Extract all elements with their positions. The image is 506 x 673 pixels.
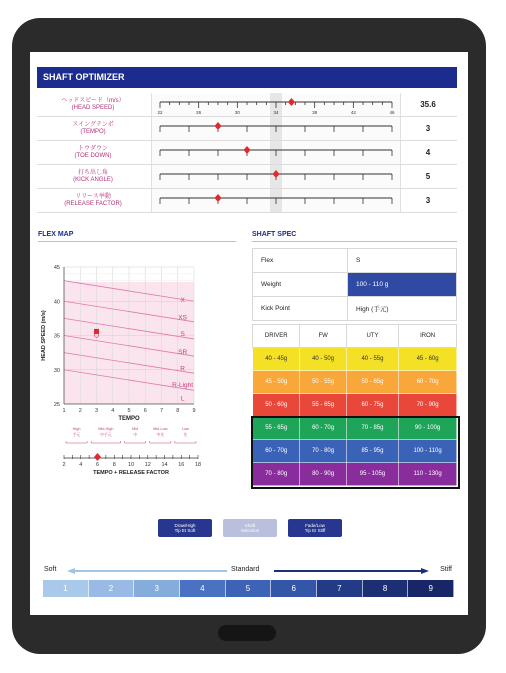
head-speed-value: 35.6 <box>420 100 436 109</box>
standard-label: Standard <box>231 566 260 573</box>
release-bracket <box>175 441 196 443</box>
y-tick-label: 30 <box>53 367 60 374</box>
header-fw: FW <box>300 325 346 348</box>
weight-cell: 90 - 100g <box>399 417 457 440</box>
release-label: 先 <box>183 433 188 437</box>
flex-map-title: FLEX MAP <box>38 231 74 238</box>
divider <box>38 241 236 242</box>
weight-cell: 45 - 50g <box>253 371 300 394</box>
x-tick-label: 4 <box>111 408 115 414</box>
spec-label: Flex <box>253 249 348 273</box>
release-label: Mid-Low <box>153 427 168 431</box>
flex-label: R <box>180 365 185 373</box>
release-bracket <box>66 441 87 443</box>
slider-label-en: (RELEASE FACTOR) <box>64 200 122 207</box>
slider-label-en: (TOE DOWN) <box>74 152 112 159</box>
flex-label: S <box>180 331 185 339</box>
slider-marker[interactable] <box>215 122 222 130</box>
y-axis-label: HEAD SPEED (m/s) <box>41 310 47 361</box>
spec-label: Weight <box>253 273 348 297</box>
slider-tick-label: 22 <box>157 110 163 115</box>
weight-cell: 50 - 65g <box>346 371 398 394</box>
release-tick-label: 12 <box>144 462 151 468</box>
weight-row <box>253 394 457 417</box>
x-tick-label: 9 <box>192 408 196 414</box>
weight-cell: 40 - 45g <box>253 348 300 371</box>
slider-tick-label: 34 <box>273 110 279 115</box>
slider-row-head-speed <box>37 93 457 117</box>
release-tick-label: 6 <box>95 462 100 468</box>
slider-tick-label: 46 <box>389 110 395 115</box>
release-tick-label: 4 <box>79 462 83 468</box>
weight-table <box>252 324 457 486</box>
weight-cell: 40 - 50g <box>300 348 346 371</box>
slider-track <box>152 117 400 140</box>
slider-marker[interactable] <box>215 194 222 202</box>
spec-value: 100 - 110 g <box>348 273 457 297</box>
x-tick-label: 1 <box>62 408 66 414</box>
release-tick-label: 14 <box>161 462 168 468</box>
x-tick-label: 6 <box>143 408 147 414</box>
header-iron: IRON <box>399 325 457 348</box>
slider-track <box>152 93 400 116</box>
weight-cell: 70 - 90g <box>399 394 457 417</box>
release-tick-label: 2 <box>62 462 66 468</box>
app-title: SHAFT OPTIMIZER <box>37 67 457 88</box>
arrow-right-icon <box>274 568 429 574</box>
home-button[interactable] <box>218 625 276 641</box>
tempo-slider[interactable] <box>151 117 401 140</box>
shaft-selection-button[interactable]: Shaft Selection <box>223 519 277 537</box>
stiffness-cell[interactable]: 2 <box>89 580 135 597</box>
head-speed-slider[interactable] <box>151 93 401 116</box>
release-label: 中手元 <box>100 433 112 437</box>
y-tick-label: 25 <box>53 402 60 408</box>
release-tick-label: 8 <box>112 462 116 468</box>
fade-low-button[interactable]: Fade/Low Tip EI Stiff <box>288 519 342 537</box>
flex-label: XS <box>178 314 187 322</box>
x-tick-label: 2 <box>78 408 82 414</box>
release-label: 中 <box>133 433 138 437</box>
stiffness-cell[interactable]: 6 <box>271 580 317 597</box>
weight-cell: 60 - 75g <box>346 394 398 417</box>
weight-cell: 50 - 55g <box>300 371 346 394</box>
weight-cell: 85 - 95g <box>346 440 398 463</box>
weight-cell: 50 - 60g <box>253 394 300 417</box>
x-axis-label: TEMPO <box>118 416 140 422</box>
weight-cell: 80 - 90g <box>300 463 346 486</box>
release-bracket <box>150 441 171 443</box>
weight-row <box>253 417 457 440</box>
weight-row <box>253 348 457 371</box>
weight-cell: 70 - 80g <box>300 440 346 463</box>
slider-row-tempo <box>37 117 457 141</box>
stiffness-scale <box>43 580 454 597</box>
slider-label-en: (TEMPO) <box>80 128 106 135</box>
stiffness-cell[interactable]: 8 <box>363 580 409 597</box>
slider-tick-label: 26 <box>196 110 202 115</box>
x-tick-label: 8 <box>176 408 180 414</box>
y-tick-label: 40 <box>53 299 60 306</box>
spec-value: High (手元) <box>348 297 457 321</box>
weight-cell: 70 - 85g <box>346 417 398 440</box>
y-tick-label: 35 <box>53 333 60 340</box>
release-bracket <box>125 441 146 443</box>
stiffness-cell[interactable]: 1 <box>43 580 89 597</box>
slider-label-jp: 打ち出し角 <box>77 169 108 176</box>
slider-tick-label: 38 <box>312 110 318 115</box>
shaft-spec-table <box>252 248 457 321</box>
release-axis-label: TEMPO + RELEASE FACTOR <box>93 470 169 476</box>
slider-marker[interactable] <box>244 146 251 154</box>
slider-label-jp: スイングテンポ <box>72 121 114 128</box>
slider-label-jp: リリース挙動 <box>75 193 111 200</box>
flex-label: L <box>180 395 185 403</box>
spec-row-flex <box>253 249 457 273</box>
weight-cell: 60 - 70g <box>399 371 457 394</box>
kick-angle-slider[interactable] <box>151 165 401 188</box>
spec-label: Kick Point <box>253 297 348 321</box>
spec-value: S <box>348 249 457 273</box>
stiffness-cell[interactable]: 4 <box>180 580 226 597</box>
spec-row-kick-point <box>253 297 457 321</box>
slider-row-release-factor <box>37 189 457 213</box>
flex-label: SR <box>178 348 188 356</box>
weight-cell: 55 - 65g <box>253 417 300 440</box>
release-label: Low <box>181 427 189 431</box>
slider-tick-label: 30 <box>234 110 240 115</box>
stiffness-cell[interactable]: 9 <box>408 580 454 597</box>
slider-label-en: (KICK ANGLE) <box>73 176 113 183</box>
slider-track <box>152 165 400 188</box>
release-label: Mid-High <box>98 427 114 431</box>
release-label: 中先 <box>156 433 165 437</box>
slider-row-kick-angle <box>37 165 457 189</box>
weight-row <box>253 440 457 463</box>
weight-cell: 100 - 110g <box>399 440 457 463</box>
toe-down-slider[interactable] <box>151 141 401 164</box>
weight-cell: 45 - 60g <box>399 348 457 371</box>
release-tick-label: 18 <box>194 462 202 468</box>
stiffness-cell[interactable]: 7 <box>317 580 363 597</box>
stiffness-cell[interactable]: 3 <box>134 580 180 597</box>
release-label: 手元 <box>72 433 81 437</box>
slider-label-en: (HEAD SPEED) <box>71 104 115 111</box>
kick-angle-value: 5 <box>425 172 431 181</box>
weight-cell: 40 - 55g <box>346 348 398 371</box>
header-driver: DRIVER <box>253 325 300 348</box>
slider-track <box>152 189 400 212</box>
release-label: Mid <box>132 427 139 431</box>
divider <box>252 241 457 242</box>
slider-track <box>152 141 400 164</box>
header-uty: UTY <box>346 325 398 348</box>
slider-marker[interactable] <box>288 98 295 106</box>
release-tick-label: 16 <box>178 462 185 468</box>
y-tick-label: 45 <box>53 265 60 271</box>
slider-row-toe-down <box>37 141 457 165</box>
stiff-label: Stiff <box>440 566 452 573</box>
arrow-left-icon <box>67 568 227 574</box>
release-bracket <box>91 441 121 443</box>
tempo-value: 3 <box>425 124 431 133</box>
weight-cell: 95 - 105g <box>346 463 398 486</box>
stiffness-labels <box>42 566 454 576</box>
slider-label-jp: トウダウン <box>78 145 108 152</box>
release-factor-slider[interactable] <box>151 189 401 212</box>
weight-cell: 55 - 65g <box>300 394 346 417</box>
weight-row <box>253 371 457 394</box>
slider-panel <box>37 93 457 213</box>
weight-table-header <box>253 325 457 348</box>
x-tick-label: 3 <box>94 408 99 414</box>
release-factor-value: 3 <box>425 196 431 205</box>
release-marker <box>94 453 101 461</box>
shaft-spec-title: SHAFT SPEC <box>252 231 297 238</box>
x-tick-label: 5 <box>127 408 131 414</box>
flex-map-chart <box>30 252 252 500</box>
app-screen <box>30 52 468 615</box>
weight-cell: 110 - 130g <box>399 463 457 486</box>
weight-cell: 60 - 70g <box>300 417 346 440</box>
toe-down-value: 4 <box>425 148 431 157</box>
stiffness-cell[interactable]: 5 <box>226 580 272 597</box>
weight-row <box>253 463 457 486</box>
draw-high-button[interactable]: Draw/High Tip EI Soft <box>158 519 212 537</box>
flex-label: X <box>180 296 185 304</box>
release-tick-label: 10 <box>127 462 135 468</box>
slider-tick-label: 42 <box>350 110 356 115</box>
flex-label: R-Light <box>172 381 194 389</box>
weight-cell: 70 - 80g <box>253 463 300 486</box>
spec-row-weight <box>253 273 457 297</box>
release-label: High <box>72 427 81 431</box>
soft-label: Soft <box>44 566 57 573</box>
weight-cell: 60 - 70g <box>253 440 300 463</box>
slider-label-jp: ヘッドスピード（m/s） <box>61 97 125 104</box>
x-tick-label: 7 <box>159 408 164 414</box>
